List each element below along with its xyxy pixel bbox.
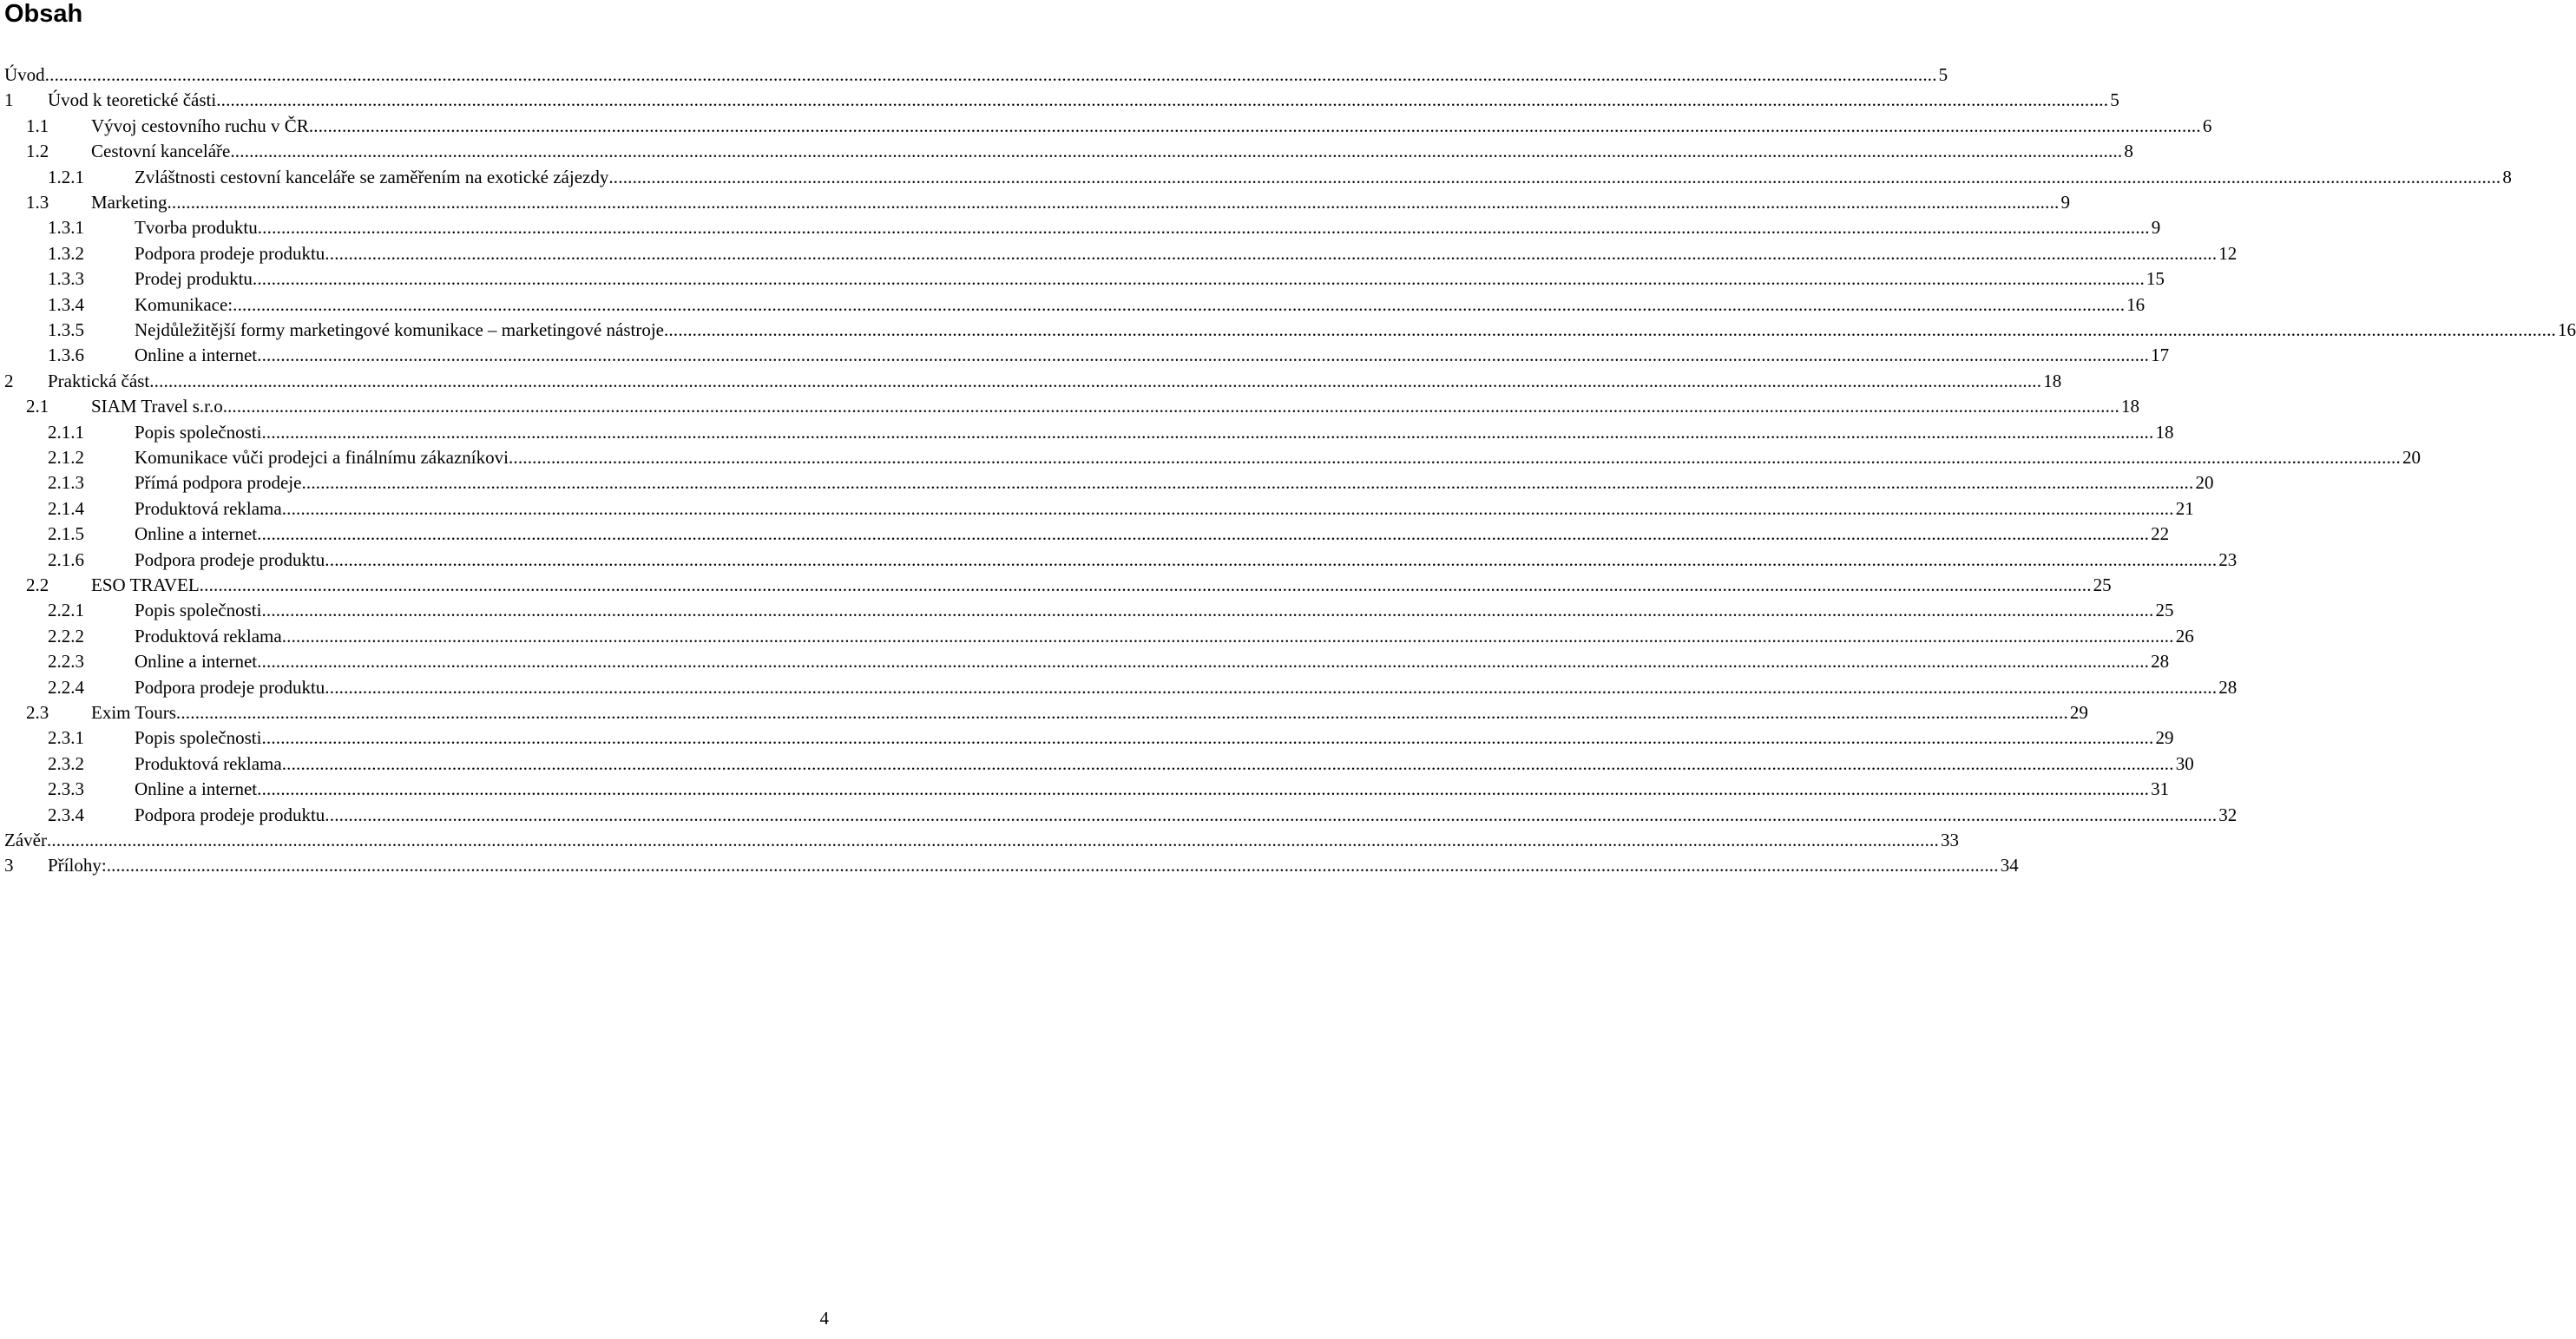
dot-leader: ................................................................................................................................................................................................................................................................................................................................................................................................................ xyxy=(167,192,2060,213)
toc-entry[interactable] xyxy=(0,190,2070,215)
dot-leader: ................................................................................................................................................................................................................................................................................................................................................................................................................ xyxy=(261,421,2154,443)
toc-entry-number: 2.1.4 xyxy=(48,497,84,519)
toc-entry-title: Popis společnosti xyxy=(135,600,262,621)
toc-entry-page: 28 xyxy=(2218,676,2238,698)
toc-entry[interactable] xyxy=(0,777,2170,802)
toc-entry-page: 15 xyxy=(2146,268,2165,290)
toc-entry-number: 2.1.5 xyxy=(48,523,84,545)
toc-entry-title: Exim Tours xyxy=(91,702,176,723)
toc-entry-title: Praktická část xyxy=(48,370,150,391)
toc-entry-title: Vývoj cestovního ruchu v ČR xyxy=(91,115,309,136)
toc-entry-title: Marketing xyxy=(91,192,168,213)
dot-leader: ................................................................................................................................................................................................................................................................................................................................................................................................................ xyxy=(149,370,2042,391)
toc-entry-title: Prodej produktu xyxy=(135,268,253,290)
toc-entry[interactable] xyxy=(0,828,1959,853)
toc-entry-title: Závěr xyxy=(4,830,47,850)
toc-entry[interactable] xyxy=(0,548,2238,573)
toc-entry[interactable] xyxy=(0,318,2576,343)
toc-entry-page: 30 xyxy=(2175,752,2194,774)
toc-entry[interactable] xyxy=(0,165,2512,190)
toc-entry[interactable] xyxy=(0,369,2062,394)
toc-entry-number: 2.1.6 xyxy=(48,548,84,570)
toc-entry-page: 16 xyxy=(2126,293,2146,315)
toc-entry[interactable] xyxy=(0,114,2212,139)
toc-entry[interactable] xyxy=(0,420,2174,445)
toc-entry-number: 2.2.1 xyxy=(48,600,84,621)
toc-entry-title: Online a internet xyxy=(135,651,258,673)
toc-entry-page: 33 xyxy=(1940,830,1959,850)
dot-leader: ................................................................................................................................................................................................................................................................................................................................................................................................................ xyxy=(325,676,2218,698)
toc-entry[interactable] xyxy=(0,522,2170,547)
toc-entry-number: 2 xyxy=(4,370,14,391)
toc-entry-title: Úvod xyxy=(4,64,45,85)
toc-entry-title: Podpora prodeje produktu xyxy=(135,676,325,698)
toc-entry[interactable] xyxy=(0,394,2139,419)
toc-entry[interactable] xyxy=(0,624,2194,649)
toc-entry-page: 21 xyxy=(2175,497,2194,519)
toc-entry[interactable] xyxy=(0,266,2165,292)
page-title: Obsah xyxy=(4,0,83,28)
toc-entry-page: 8 xyxy=(2502,166,2512,187)
toc-entry-number: 2.2.4 xyxy=(48,676,84,698)
toc-entry-number: 2.2.2 xyxy=(48,625,84,647)
toc-entry-page: 12 xyxy=(2218,242,2238,264)
toc-entry-page: 29 xyxy=(2069,702,2088,723)
toc-entry-title: Popis společnosti xyxy=(135,727,262,749)
toc-entry-title: Cestovní kanceláře xyxy=(91,141,231,162)
dot-leader: ................................................................................................................................................................................................................................................................................................................................................................................................................ xyxy=(175,702,2068,723)
toc-entry-page: 18 xyxy=(2155,421,2174,443)
toc-entry[interactable] xyxy=(0,649,2170,674)
dot-leader: ................................................................................................................................................................................................................................................................................................................................................................................................................ xyxy=(608,166,2501,187)
toc-entry-page: 25 xyxy=(2155,600,2174,621)
toc-entry-title: Úvod k teoretické části xyxy=(48,89,217,111)
toc-entry[interactable] xyxy=(0,343,2170,368)
toc-entry[interactable] xyxy=(0,470,2214,496)
toc-entry-page: 29 xyxy=(2155,727,2174,749)
toc-entry-number: 1.3.1 xyxy=(48,217,84,239)
dot-leader: ................................................................................................................................................................................................................................................................................................................................................................................................................ xyxy=(301,472,2194,494)
dot-leader: ................................................................................................................................................................................................................................................................................................................................................................................................................ xyxy=(325,548,2218,570)
dot-leader: ................................................................................................................................................................................................................................................................................................................................................................................................................ xyxy=(508,447,2401,468)
dot-leader: ................................................................................................................................................................................................................................................................................................................................................................................................................ xyxy=(257,217,2150,239)
toc-entry-number: 2.1.2 xyxy=(48,447,84,468)
dot-leader: ................................................................................................................................................................................................................................................................................................................................................................................................................ xyxy=(325,242,2218,264)
toc-entry-page: 9 xyxy=(2060,192,2070,213)
dot-leader: ................................................................................................................................................................................................................................................................................................................................................................................................................ xyxy=(216,89,2109,111)
toc-entry-title: Produktová reklama xyxy=(135,752,282,774)
toc-entry-number: 2.2 xyxy=(26,574,49,595)
toc-entry-page: 34 xyxy=(2000,855,2019,876)
toc-entry[interactable] xyxy=(0,496,2194,522)
toc-entry-number: 2.3.3 xyxy=(48,778,84,800)
toc-entry[interactable] xyxy=(0,241,2238,266)
toc-entry-title: Komunikace vůči prodejci a finálnímu zákazníkovi xyxy=(135,447,509,468)
toc-entry-page: 5 xyxy=(1938,64,1948,85)
dot-leader: ................................................................................................................................................................................................................................................................................................................................................................................................................ xyxy=(252,268,2145,290)
toc-entry-number: 1.3.5 xyxy=(48,319,84,340)
toc-entry-number: 3 xyxy=(4,855,14,876)
toc-entry-page: 23 xyxy=(2218,548,2238,570)
toc-entry-title: Online a internet xyxy=(135,523,258,545)
toc-entry-number: 1.1 xyxy=(26,115,49,136)
toc-entry-title: Podpora prodeje produktu xyxy=(135,242,325,264)
toc-entry-title: ESO TRAVEL xyxy=(91,574,200,595)
toc-entry-title: Zvláštnosti cestovní kanceláře se zaměřením na exotické zájezdy xyxy=(135,166,609,187)
toc-entry-page: 26 xyxy=(2175,625,2194,647)
dot-leader: ................................................................................................................................................................................................................................................................................................................................................................................................................ xyxy=(46,830,1939,850)
toc-entry-page: 28 xyxy=(2151,651,2170,673)
toc-entry-page: 18 xyxy=(2120,396,2139,417)
dot-leader: ................................................................................................................................................................................................................................................................................................................................................................................................................ xyxy=(227,396,2119,417)
toc-entry[interactable] xyxy=(0,445,2421,470)
toc-entry-page: 25 xyxy=(2093,574,2112,595)
toc-entry-page: 20 xyxy=(2402,447,2421,468)
toc-entry-page: 17 xyxy=(2151,345,2170,366)
toc-entry[interactable] xyxy=(0,598,2174,623)
toc-entry-page: 20 xyxy=(2195,472,2214,494)
toc-entry-title: Produktová reklama xyxy=(135,625,282,647)
toc-entry-number: 1.3.3 xyxy=(48,268,84,290)
dot-leader: ................................................................................................................................................................................................................................................................................................................................................................................................................ xyxy=(199,574,2092,595)
toc-entry[interactable] xyxy=(0,853,2019,878)
toc-entry-title: Online a internet xyxy=(135,778,258,800)
toc-entry-number: 2.1.3 xyxy=(48,472,84,494)
toc-entry-title: Přílohy: xyxy=(48,855,107,876)
toc-entry-title: Tvorba produktu xyxy=(135,217,258,239)
toc-entry-number: 2.1.1 xyxy=(48,421,84,443)
toc-entry-number: 2.3.4 xyxy=(48,804,84,825)
page-number: 4 xyxy=(819,1308,829,1329)
toc-entry-page: 16 xyxy=(2557,319,2576,340)
toc-entry-number: 2.1 xyxy=(26,396,49,417)
dot-leader: ................................................................................................................................................................................................................................................................................................................................................................................................................ xyxy=(257,345,2150,366)
dot-leader: ................................................................................................................................................................................................................................................................................................................................................................................................................ xyxy=(281,625,2174,647)
toc-entry[interactable] xyxy=(0,675,2238,700)
dot-leader: ................................................................................................................................................................................................................................................................................................................................................................................................................ xyxy=(308,115,2201,136)
toc-entry-number: 1.3.6 xyxy=(48,345,84,366)
toc-entry-title: Přímá podpora prodeje xyxy=(135,472,302,494)
toc-entry[interactable] xyxy=(0,725,2174,751)
toc-entry-title: Podpora prodeje produktu xyxy=(135,548,325,570)
dot-leader: ................................................................................................................................................................................................................................................................................................................................................................................................................ xyxy=(257,523,2150,545)
toc-entry-number: 1 xyxy=(4,89,14,111)
toc-entry-page: 8 xyxy=(2124,141,2133,162)
toc-entry-title: Online a internet xyxy=(135,345,258,366)
toc-entry-title: SIAM Travel s.r.o. xyxy=(91,396,227,417)
toc-entry[interactable] xyxy=(0,292,2146,318)
dot-leader: ................................................................................................................................................................................................................................................................................................................................................................................................................ xyxy=(281,752,2174,774)
toc-entry-number: 2.2.3 xyxy=(48,651,84,673)
dot-leader: ................................................................................................................................................................................................................................................................................................................................................................................................................ xyxy=(261,600,2154,621)
toc-entry-number: 1.2 xyxy=(26,141,49,162)
toc-entry[interactable] xyxy=(0,215,2161,240)
toc-entry-page: 9 xyxy=(2151,217,2161,239)
dot-leader: ................................................................................................................................................................................................................................................................................................................................................................................................................ xyxy=(44,64,1937,85)
toc-entry-number: 2.3 xyxy=(26,702,49,723)
dot-leader: ................................................................................................................................................................................................................................................................................................................................................................................................................ xyxy=(325,804,2218,825)
dot-leader: ................................................................................................................................................................................................................................................................................................................................................................................................................ xyxy=(106,855,1999,876)
toc-entry[interactable] xyxy=(0,700,2088,725)
toc-entry-page: 22 xyxy=(2151,523,2170,545)
dot-leader: ................................................................................................................................................................................................................................................................................................................................................................................................................ xyxy=(233,293,2126,315)
toc-entry[interactable] xyxy=(0,752,2194,777)
toc-entry-number: 1.3.2 xyxy=(48,242,84,264)
toc-entry[interactable] xyxy=(0,88,2119,113)
toc-entry-number: 2.3.1 xyxy=(48,727,84,749)
toc-entry-title: Produktová reklama xyxy=(135,497,282,519)
toc-entry-number: 1.3 xyxy=(26,192,49,213)
toc-entry-page: 6 xyxy=(2202,115,2212,136)
toc-entry[interactable] xyxy=(0,62,1948,88)
toc-entry-title: Podpora prodeje produktu xyxy=(135,804,325,825)
toc-entry-page: 32 xyxy=(2218,804,2238,825)
toc-entry-number: 1.2.1 xyxy=(48,166,84,187)
toc-entry-title: Komunikace: xyxy=(135,293,233,315)
toc-entry-number: 1.3.4 xyxy=(48,293,84,315)
toc-entry[interactable] xyxy=(0,139,2133,164)
dot-leader: ................................................................................................................................................................................................................................................................................................................................................................................................................ xyxy=(230,141,2123,162)
toc-entry-title: Nejdůležitější formy marketingové komunikace – marketingové nástroje xyxy=(135,319,664,340)
toc-entry-title: Popis společnosti xyxy=(135,421,262,443)
toc-entry-number: 2.3.2 xyxy=(48,752,84,774)
toc-entry[interactable] xyxy=(0,803,2238,828)
toc-entry-page: 5 xyxy=(2110,89,2119,111)
toc-entry[interactable] xyxy=(0,573,2112,598)
toc-entry-page: 31 xyxy=(2151,778,2170,800)
dot-leader: ................................................................................................................................................................................................................................................................................................................................................................................................................ xyxy=(257,651,2150,673)
dot-leader: ................................................................................................................................................................................................................................................................................................................................................................................................................ xyxy=(261,727,2154,749)
toc-entry-page: 18 xyxy=(2043,370,2062,391)
dot-leader: ................................................................................................................................................................................................................................................................................................................................................................................................................ xyxy=(257,778,2150,800)
dot-leader: ................................................................................................................................................................................................................................................................................................................................................................................................................ xyxy=(281,497,2174,519)
dot-leader: ................................................................................................................................................................................................................................................................................................................................................................................................................ xyxy=(663,319,2556,340)
